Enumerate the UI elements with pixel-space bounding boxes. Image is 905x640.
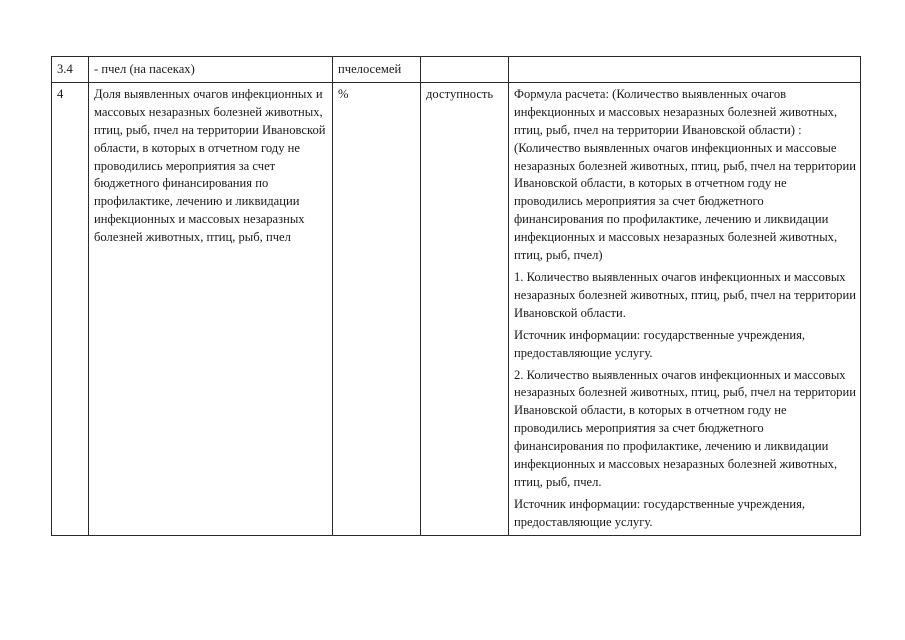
unit: % — [338, 86, 349, 101]
indicator-type: доступность — [426, 86, 494, 101]
row-number-cell — [52, 57, 89, 83]
indicator-name: - пчел (на пасеках) — [94, 62, 195, 76]
formula-text: Формула расчета: (Количество выявленных очагов инфекционных и массовых незаразных болезней животных, птиц, рыб, пчел на территории Ивановской области) : (Количество выявленных очагов инфекционных и массовые незаразных болезней животных, птиц, рыб, пчел на территории Ивановской области, в которых в отчетном году не проводились мероприятия за счет бюджетного финансирования по профилактике, лечению и ликвидации инфекционных и массовых незаразных болезней животных, птиц, рыб, пчел) — [514, 86, 856, 263]
source-note-1: Источник информации: государственные учреждения, предоставляющие услугу. — [514, 327, 806, 360]
table-row — [52, 82, 861, 535]
formula-cell — [509, 82, 861, 535]
indicator-name-cell — [89, 82, 333, 535]
table-row — [52, 57, 861, 83]
indicator-type-cell — [421, 82, 509, 535]
unit: пчелосемей — [338, 62, 402, 76]
indicator-table — [51, 56, 861, 536]
unit-cell — [333, 57, 421, 83]
formula-item-2: 2. Количество выявленных очагов инфекционных и массовых незаразных болезней животных, птиц, рыб, пчел на территории Ивановской области, в которых в отчетном году не проводились мероприятия за счет бюджетного финансирования по профилактике, лечению и ликвидации инфекционных и массовых незаразных болезней животных, птиц, рыб, пчел. — [514, 367, 856, 489]
row-number: 3.4 — [57, 62, 73, 76]
indicator-name: Доля выявленных очагов инфекционных и массовых незаразных болезней животных, птиц, рыб, пчел на территории Ивановской области, в которых в отчетном году не проводились мероприятия за счет бюджетного финансирования по профилактике, лечению и ликвидации инфекционных и массовых незаразных болезней животных, птиц, рыб, пчел — [94, 86, 326, 245]
row-number-cell — [52, 82, 89, 535]
formula-cell — [509, 57, 861, 83]
indicator-type-cell — [421, 57, 509, 83]
row-number: 4 — [57, 86, 64, 101]
formula-item-1: 1. Количество выявленных очагов инфекционных и массовых незаразных болезней животных, птиц, рыб, пчел на территории Ивановской области. — [514, 269, 856, 320]
indicator-name-cell — [89, 57, 333, 83]
source-note-2: Источник информации: государственные учреждения, предоставляющие услугу. — [514, 496, 806, 529]
unit-cell — [333, 82, 421, 535]
